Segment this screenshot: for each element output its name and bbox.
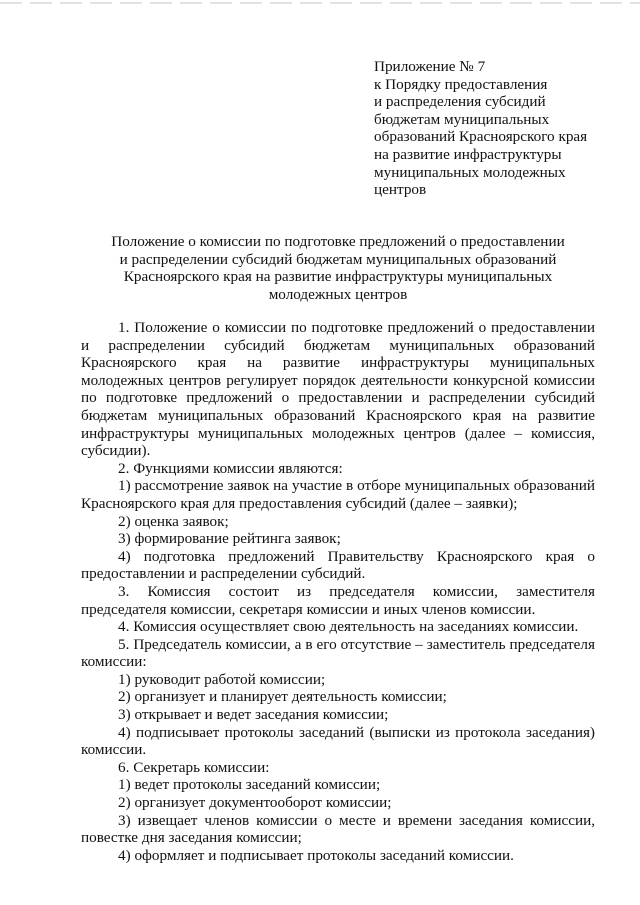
appendix-header [374,58,624,199]
paragraph: 2) оценка заявок; [118,512,229,530]
document-body [81,319,595,864]
paragraph: 4. Комиссия осуществляет свою деятельность на заседаниях комиссии. [118,618,579,636]
title-line: Положение о комиссии по подготовке предложений о предоставлении [111,233,565,250]
appendix-line: центров [374,181,427,199]
title-line: Красноярского края на развитие инфраструктуры муниципальных [123,268,553,286]
appendix-line: образований Красноярского края [374,128,588,146]
appendix-line: бюджетам муниципальных [374,110,550,128]
paragraph: 1. Положение о комиссии по подготовке предложений о предоставлении и распределении субсидий бюджетам муниципальных образований Красноярского края на развитие инфраструктуры муниципальных молодежных центров регулирует порядок деятельности конкурсной комиссии по подготовке предложений о предоставлении и распределении субсидий бюджетам муниципальных образований Красноярского края на развитие инфраструктуры муниципальных молодежных центров (далее – комиссия, субсидии). [81,319,595,460]
appendix-line: к Порядку предоставления [374,75,548,93]
document-title [70,233,606,303]
paragraph: 4) оформляет и подписывает протоколы заседаний комиссии. [118,846,514,864]
title-line: молодежных центров [268,285,408,303]
paragraph: 4) подписывает протоколы заседаний (выписки из протокола заседания) комиссии. [81,723,595,759]
paragraph: 1) рассмотрение заявок на участие в отборе муниципальных образований Красноярского края для предоставления субсидий (далее – заявки); [81,477,595,512]
scan-edge-line [0,2,640,4]
paragraph: 3) открывает и ведет заседания комиссии; [118,706,389,724]
title-line: и распределении субсидий бюджетам муниципальных образований [119,250,557,268]
appendix-line: муниципальных молодежных [374,163,566,181]
appendix-line: и распределения субсидий [374,93,546,111]
paragraph: 4) подготовка предложений Правительству Красноярского края о предоставлении и распределении субсидий. [81,547,595,583]
paragraph: 3) извещает членов комиссии о месте и времени заседания комиссии, повестке дня заседания комиссии; [81,811,595,847]
paragraph: 1) руководит работой комиссии; [118,670,326,688]
paragraph: 5. Председатель комиссии, а в его отсутствие – заместитель председателя комиссии: [81,635,595,671]
appendix-line: Приложение № 7 [374,58,486,75]
paragraph: 3) формирование рейтинга заявок; [118,530,341,548]
paragraph: 1) ведет протоколы заседаний комиссии; [118,776,381,794]
paragraph: 2) организует и планирует деятельность комиссии; [118,688,447,706]
paragraph: 2) организует документооборот комиссии; [118,794,392,812]
paragraph: 3. Комиссия состоит из председателя комиссии, заместителя председателя комиссии, секретаря комиссии и иных членов комиссии. [81,582,595,618]
paragraph: 2. Функциями комиссии являются: [118,459,343,477]
paragraph: 6. Секретарь комиссии: [118,758,270,776]
appendix-line: на развитие инфраструктуры [374,145,562,163]
